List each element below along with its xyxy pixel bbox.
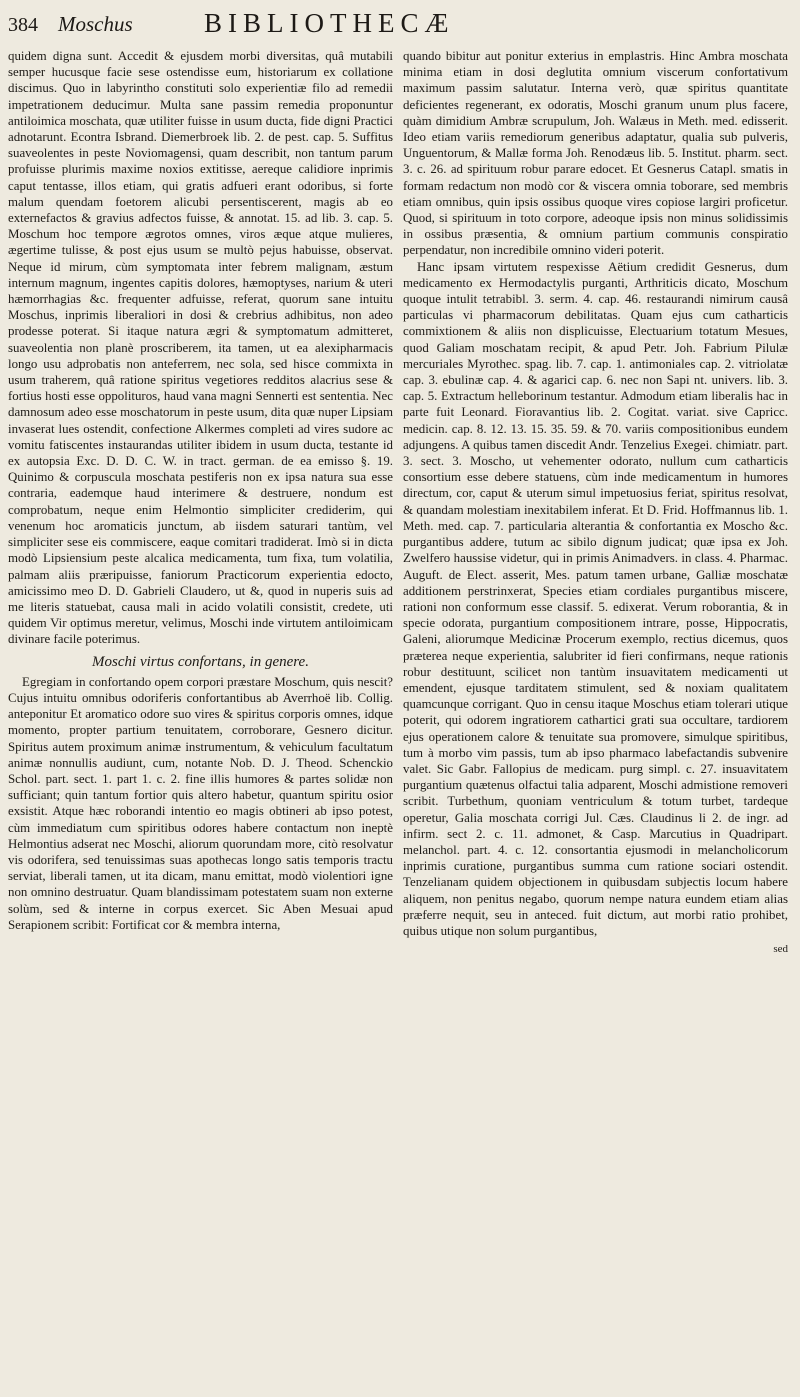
right-column [403, 48, 788, 957]
catchword: sed [773, 943, 788, 956]
page-header [8, 4, 788, 48]
left-paragraph-2: Egregiam in confortando opem corpori præstare Moschum, quis nescit? Cujus intuitu omnibus odoriferis confortantibus ab Averrhoë lib. Collig. anteponitur Et aromatico odore suo vires & spiritus corporis omnes, idque momento, propter partium tenuitatem, corroborare, Gesnero dicitur. Spiritus autem proximum animæ instrumentum, & vehiculum facultatum animæ nonnullis audiunt, cum, notante Nob. D. J. Theod. Schenckio Schol. part. sect. 1. part 1. c. 2. fine illis humores & partes solidæ non sufficiant; quin tantum fortior quis altero habetur, quantum spiritu osior exsistit. Atque hæc roborandi intentio eo magis obtineri ab ipso potest, cùm immediatum cum spiritibus odores habere contactum non ineptè Helmontius adserat nec Moschi, aliorum quorundam more, citò resolvatur vis odorifera, sed tenuissimas suas apothecas longo satis temporis tractu serviat, liberali tamen, ut ita dicam, manu emittat, modò violentiori igne non omnino destruatur. Quam blandissimam potestatem suam non externe solùm, sed & interne in corpus exercet. Sic Aben Mesuai apud Serapionem scribit: Fortificat cor & membra interna, [8, 674, 393, 932]
section-title: BIBLIOTHECÆ [204, 8, 455, 38]
running-head: Moschus [58, 12, 133, 36]
subheading: Moschi virtus confortans, in genere. [92, 653, 309, 670]
text-columns [8, 48, 788, 957]
left-column [8, 48, 393, 957]
right-paragraph-2: Hanc ipsam virtutem respexisse Aëtium credidit Gesnerus, dum medicamento ex Hermodactylis purganti, Arthriticis dicato, Moschum quoque intulit tetrabibl. 3. serm. 4. cap. 46. restaurandi nimirum causâ particulas vi pharmacorum debilitatas. Quam ejus cum catharticis commixtionem & aliis non displicuisse, Electuarium totatum Mesues, quod Galiam moschatam recipit, & apud Petr. Joh. Fabrium Pilulæ mercuriales Myrothec. spag. lib. 7. cap. 1. antimoniales cap. 2. vitriolatæ cap. 3. ebulinæ cap. 4. & agarici cap. 6. nec non Sapi nt. univers. lib. 3. cap. 5. Extractum helleborinum testantur. Admodum etiam liberalis hac in parte fuit Leonard. Fioravantius lib. 2. Cogitat. variat. sive Capricc. medicin. cap. 8. 12. 13. 15. 35. 59. & 70. variis compositionibus eundem adjungens. A quibus tamen discedit Andr. Tenzelius Exegei. chimiatr. part. 3. sect. 3. Moscho, ut vehementer odorato, nullum cum catharticis consortium esse debere statuens, cùm inde medicamentum in humores directum, cor, caput & uterum simul impetuosius feriat, spiritus resolvat, & quandam molestiam inexitabilem inferat. Et D. Frid. Hoffmannus lib. 1. Meth. med. cap. 7. particularia alterantia & confortantia ex Moscho &c. purgantibus addere, tutum ac sibilo dignum judicat; quæ ipsa ex Joh. Zwelfero haussise videtur, qui in primis Animadvers. in class. 4. Pharmac. Auguft. de Elect. asserit, Mes. patum tamen urbane, Galliæ moschatæ additionem perstrinxerat, Species etiam cordiales purgantibus miscere, rationi non conformum esse classif. 5. edixerat. Verum roborantia, & in specie odorata, purgantium compositionem intrare, posse, Hippocratis, Galeni, aliorumque Medicinæ Procerum exemplo, rectius dicemus, quos præterea neque experientia, salubriter id fieri confirmans, neque rationis robur destituunt, scilicet non tantùm insuavitatem medicamenti ut emendent, ejusque tarditatem stimulent, sed & noxiam qualitatem quamcunque corrigant. Quo in censu itaque Moschus etiam tolerari utique poterit, qui odorem ingratiorem cathartici grati sua occultare, tardiorem ejus operationem calore & tenuitate sua promovere, simulque spiritibus, tum à morbo vim passis, tum ab ipso pharmaco labefactandis subvenire valet. Sic Gabr. Fallopius de medicam. purg simpl. c. 27. insuavitatem purgantium quætenus olfactui talia adparent, Moschi admistione removeri scribit. Turbethum, quoniam ventriculum & totum turbet, tardeque operetur, Galia moschata corrigi Jul. Cæs. Claudinus li 2. de ingr. ad infirm. sect 2. c. 11. admonet, & Casp. Marcutius in Quadripart. melanchol. part. 4. c. 12. consortantia ejusmodi in melancholicorum inprimis curatione, purgantibus summa cum ratione sociari ostendit. Tenzelianam quidem objectionem in quibusdam subjectis locum habere aliquem, non penitus negabo, quorum nempe natura eundem etiam alias præferre nequit, seu in anteced. fuit dictum, aut morbi ratio prohibet, quibus utique non solum purgantibus, [403, 259, 788, 938]
left-paragraph-1: quidem digna sunt. Accedit & ejusdem morbi diversitas, quâ mutabili semper hucusque facie sese ostendisse eum, historiarum ex collatione discimus. Quo in labyrintho constituti solo experientiæ filo ad remedii impetrationem deducimur. Multa sane passim remedia proponuntur antiloimica moschata, quæ utiliter fuisse in usum ducta, fide digni Practici adnotarunt. Econtra Isbrand. Diemerbroek lib. 2. de pest. cap. 5. Suffitus suaveolentes in peste Noviomagensi, quam describit, non tantum parum profuisse plurimis maxime noxios extitisse, aereque calidiore inprimis caput tentasse, illos etiam, qui gratis adfueri erant odoribus, si forte malum quendam foetorem alicubi persentiscerent, magis ab eo externefactos & gravius adfectos fuisse, & annotat. 15. ad lib. 3. cap. 5. Moschum hoc tempore ægrotos omnes, viros æque atque mulieres, ægertime tulisse, & post ejus usum se multò pejus habuisse, observat. Neque id mirum, cùm symptomata inter febrem malignam, æstum internum magnum, ingentes capitis dolores, hæmoptyses, narium & uteri hæmorrhagias &c. frequenter adfuisse, referat, quorum sane intuitu Moschus, inprimis liberaliori in dosi & crebrius adhibitus, non adeo prodesse poterat. Si itaque natura ægri & symptomatum admitteret, suaveolentia non planè proscriberem, ita tamen, ut ea alexipharmacis longo usu adprobatis non anteferrem, nec sola, sed hisce commixta in usum traherem, quâ ratione spiritus vegetiores redditos alacrius sese & fortius hosti esse oppolituros, haud vana magni Sennerti est sententia. Nec damnosum adeo esse moschatorum in peste usum, dita quæ nuper Lipsiam invaserat lues ostendit, confectione Alkermes completi ad vires sudore ac vomitu fatiscentes instaurandas utiliter ibidem in usum ducta, testante id ex autopsia Exc. D. D. C. W. in tract. german. de ea emisso §. 19. Quinimo & corpuscula moschata pestiferis non ex ipsa natura sua esse contraria, eademque haud interimere & destruere, nondum est comprobatum, neque enim Helmontio simpliciter crediderim, qui venenum hoc aromaticis junctum, ab iisdem saturari tantùm, vel simpliciter sese eis commiscere, eaque comitari tradiderat. Imò si in dicta modò Lipsiensium peste alcalica medicamenta, tum fixa, tum volatilia, palmam aliis præripuisse, faniorum Practicorum experientia edocto, amicissimo meo D. D. Gabrieli Claudero, ut &, quod in nuperis suis ad me literis statuebat, causa mali in acido volatili consistit, credete, uti quidem Vir optimus meretur, velimus, Moschi inde virtutem antiloimicam divinare facile poterimus. [8, 49, 393, 647]
page-number: 384 [8, 14, 38, 36]
right-paragraph-1: quando bibitur aut ponitur exterius in emplastris. Hinc Ambra moschata minima etiam in dosi deglutita omnium viscerum confortativum maximum passim salutatur. Interna verò, quæ spiritus quantitate deficientes regenerant, ex odoratis, Moschi granum unum plus facere, quàm dimidium Ambræ scrupulum, Joh. Walæus in Meth. med. edisserit. Ideo etiam variis remediorum generibus adaptatur, qualia sub pulveris, Unguentorum, & Mallæ forma Joh. Renodæus lib. 5. Institut. pharm. sect. 3. c. 26. ad spirituum robur parare edocet. Et Gesnerus Catapl. smatis in formam redactum non modò cor & viscera omnia toborare, sed membris etiam omnibus, quin ipsis ossibus quoque vires copiose largiri proficetur. Quod, si spirituum in toto corpore, adeoque ipsis non minus solidissimis in ossibus præsentia, & omnium partium communis conspiratio perpendatur, non incredibile omnino videri poterit. [403, 49, 788, 258]
